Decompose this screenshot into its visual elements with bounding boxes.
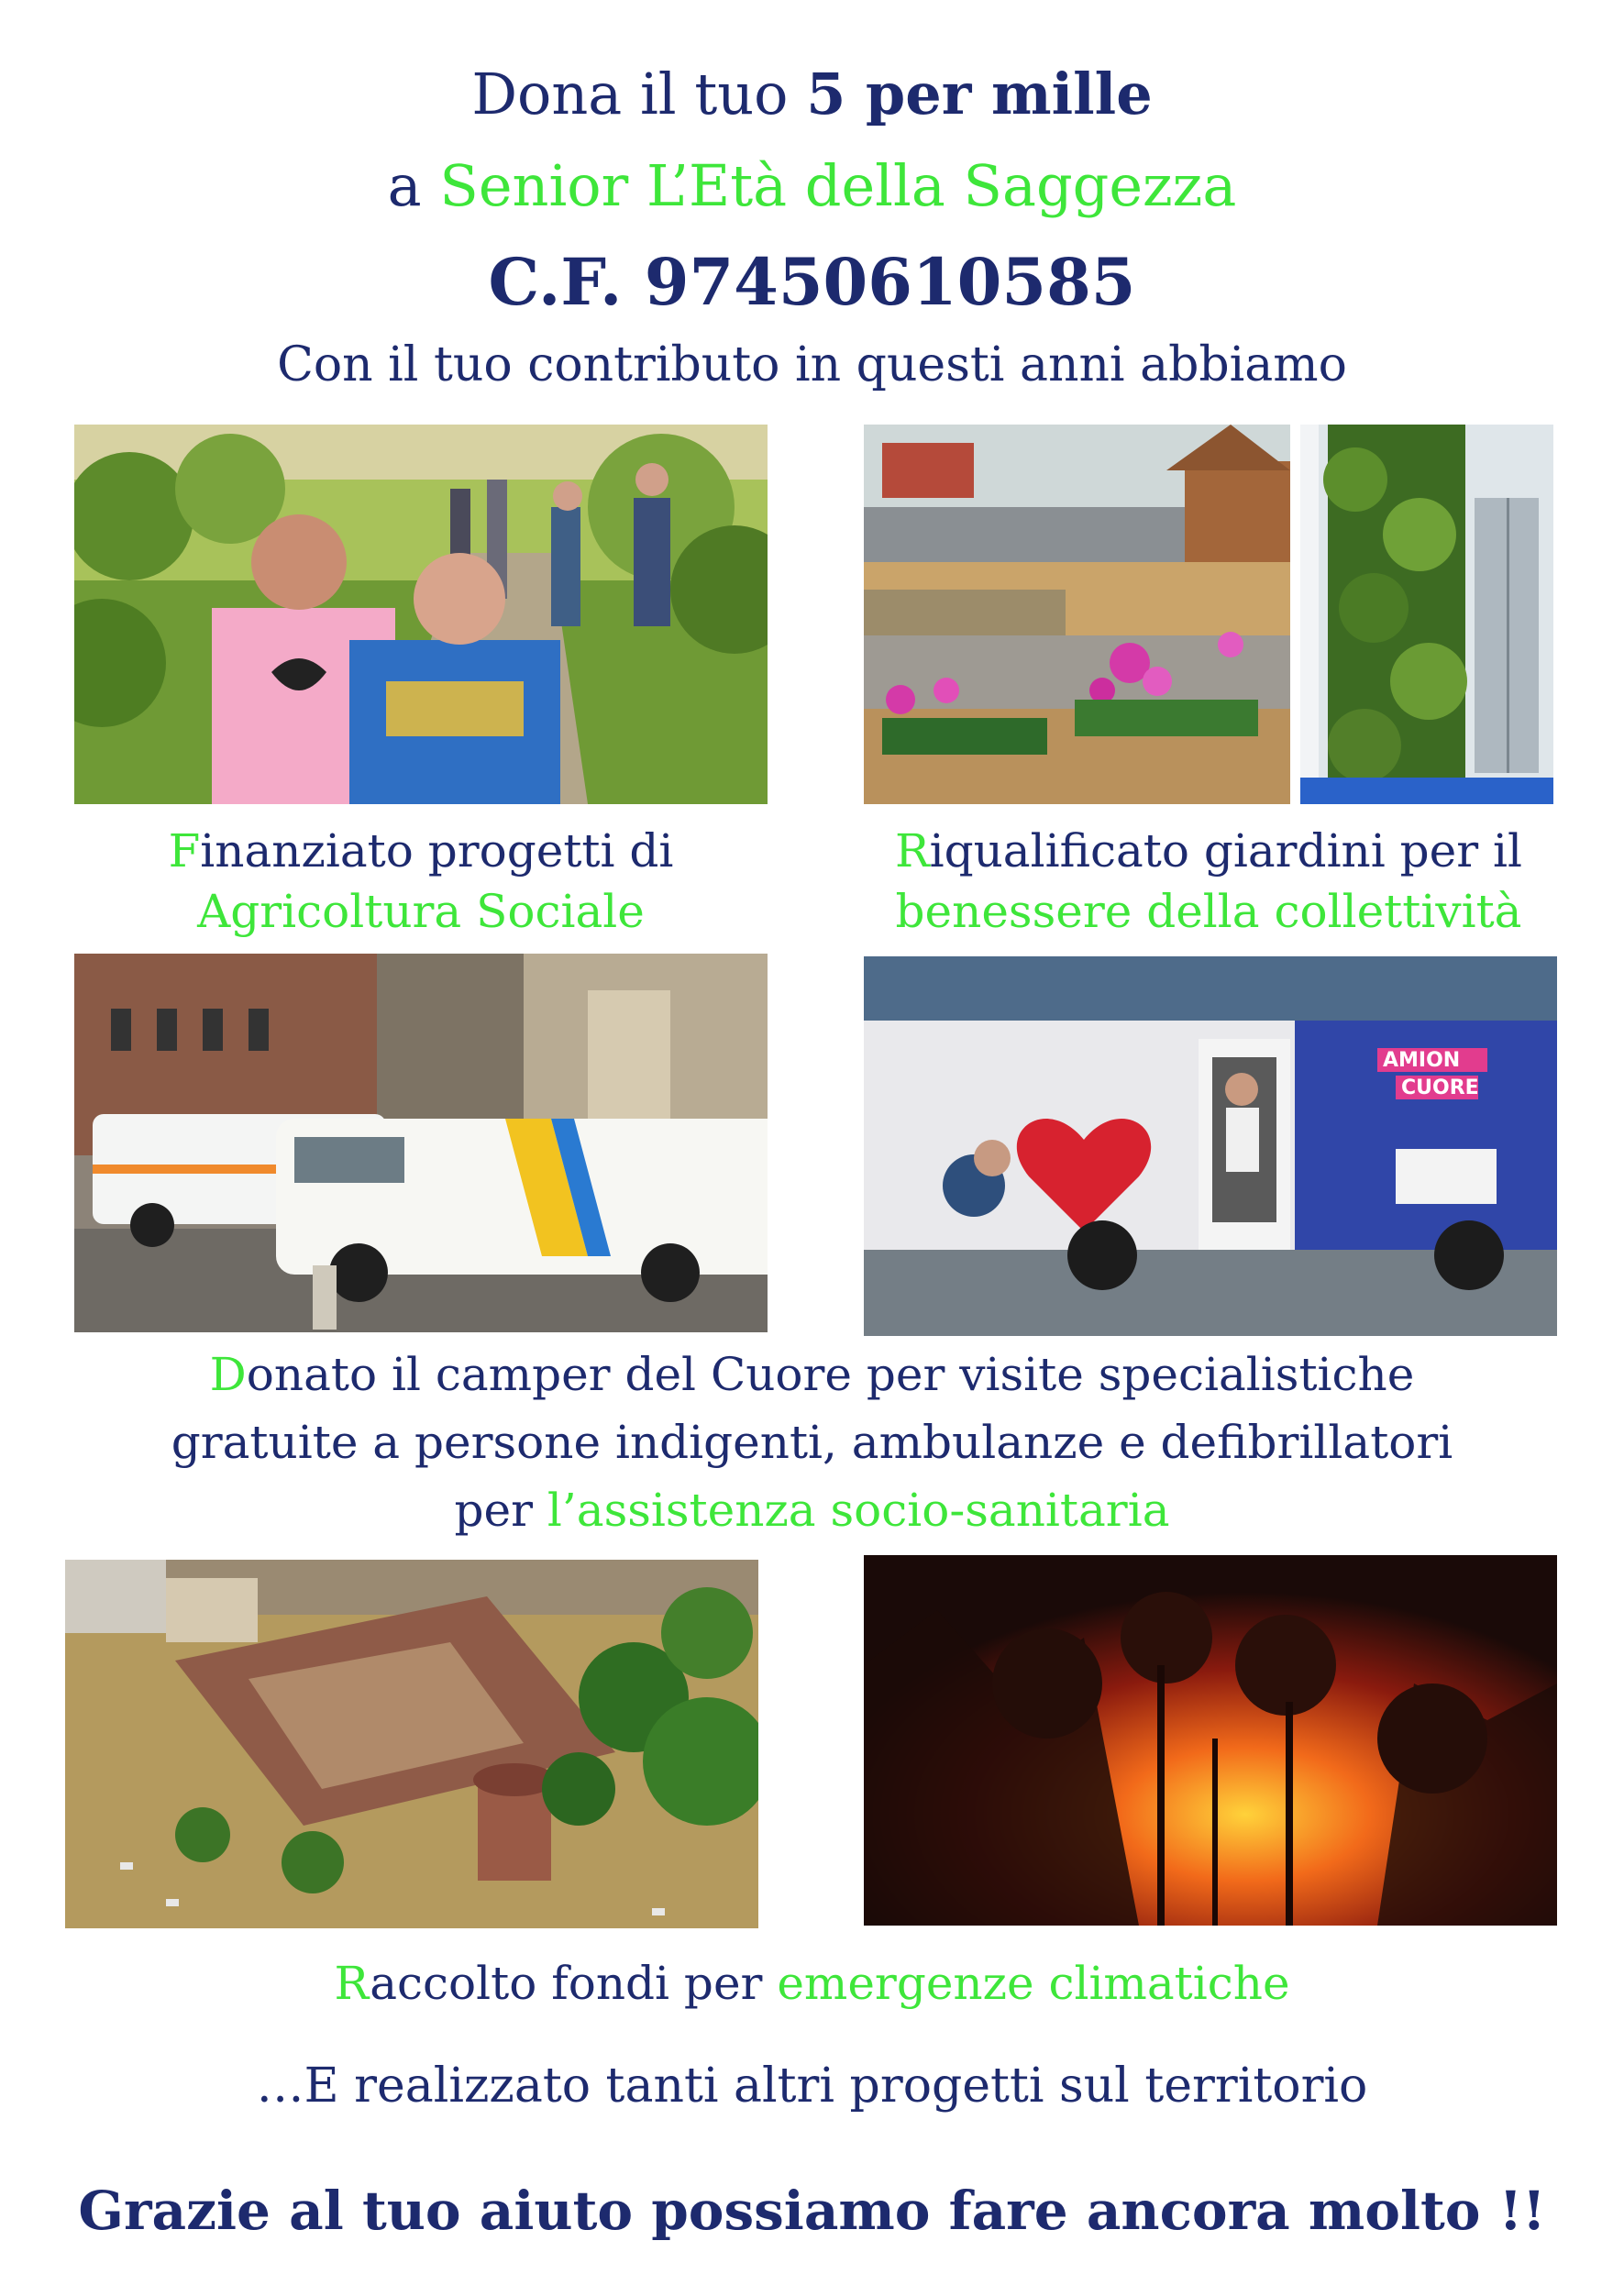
garden-caption <box>864 821 1553 942</box>
health-caption-line-3 <box>0 1480 1624 1540</box>
thanks-text: Grazie al tuo aiuto possiamo fare ancora molto !! <box>78 2180 1546 2242</box>
agri-highlight: Agricoltura Sociale <box>197 885 645 938</box>
garden-text: iqualificato giardini per il <box>929 824 1523 878</box>
five-per-mille: 5 per mille <box>806 61 1153 127</box>
wildfire-photo <box>864 1555 1557 1926</box>
garden-caption-line-1 <box>864 821 1553 881</box>
agri-caption-line-1 <box>74 821 768 881</box>
title-a: a <box>387 152 440 219</box>
title-prefix: Dona il tuo <box>471 61 807 127</box>
climate-caption <box>0 1953 1624 2014</box>
organization-name: Senior L’Età della Saggezza <box>439 152 1237 219</box>
tax-code: C.F. 97450610585 <box>488 244 1136 320</box>
green-wall-icon <box>1300 425 1553 804</box>
heart-camper-photo <box>864 956 1557 1336</box>
flower-garden-icon <box>864 425 1290 804</box>
fire-icon <box>864 1555 1557 1926</box>
climate-initial: R <box>334 1957 370 2010</box>
health-prefix: per <box>454 1484 547 1537</box>
climate-text: accolto fondi per <box>370 1957 778 2010</box>
camper-sign-line-2: CUORE <box>1401 1076 1479 1099</box>
health-initial: D <box>209 1348 247 1401</box>
agri-caption <box>74 821 768 942</box>
health-highlight: l’assistenza socio-sanitaria <box>547 1484 1170 1537</box>
agri-text: inanziato progetti di <box>200 824 674 878</box>
health-caption-line-1 <box>0 1344 1624 1405</box>
garden-initial: R <box>894 824 930 878</box>
garden-highlight: benessere della collettività <box>895 885 1522 938</box>
social-farming-photo <box>74 425 768 804</box>
more-projects-text: …E realizzato tanti altri progetti sul territorio <box>256 2059 1368 2114</box>
agri-initial: F <box>168 824 201 878</box>
health-text: onato il camper del Cuore per visite specialistiche <box>246 1348 1415 1401</box>
heart-icon <box>864 956 1557 1336</box>
people-walking-vineyard-icon <box>74 425 768 804</box>
camper-sign-line-1: AMION <box>1383 1049 1461 1072</box>
health-caption-line-2: gratuite a persone indigenti, ambulanze e defibrillatori <box>171 1416 1453 1469</box>
title-line-1 <box>0 61 1624 127</box>
intro-text: Con il tuo contributo in questi anni abbiamo <box>277 337 1347 392</box>
garden-photo <box>864 425 1290 804</box>
flood-photo <box>65 1560 758 1928</box>
title-line-2 <box>0 152 1624 219</box>
ambulances-photo <box>74 954 768 1332</box>
ambulance-icon <box>74 954 768 1332</box>
vertical-garden-photo <box>1300 425 1553 804</box>
flooded-castle-icon <box>65 1560 758 1928</box>
climate-highlight: emergenze climatiche <box>777 1957 1290 2010</box>
